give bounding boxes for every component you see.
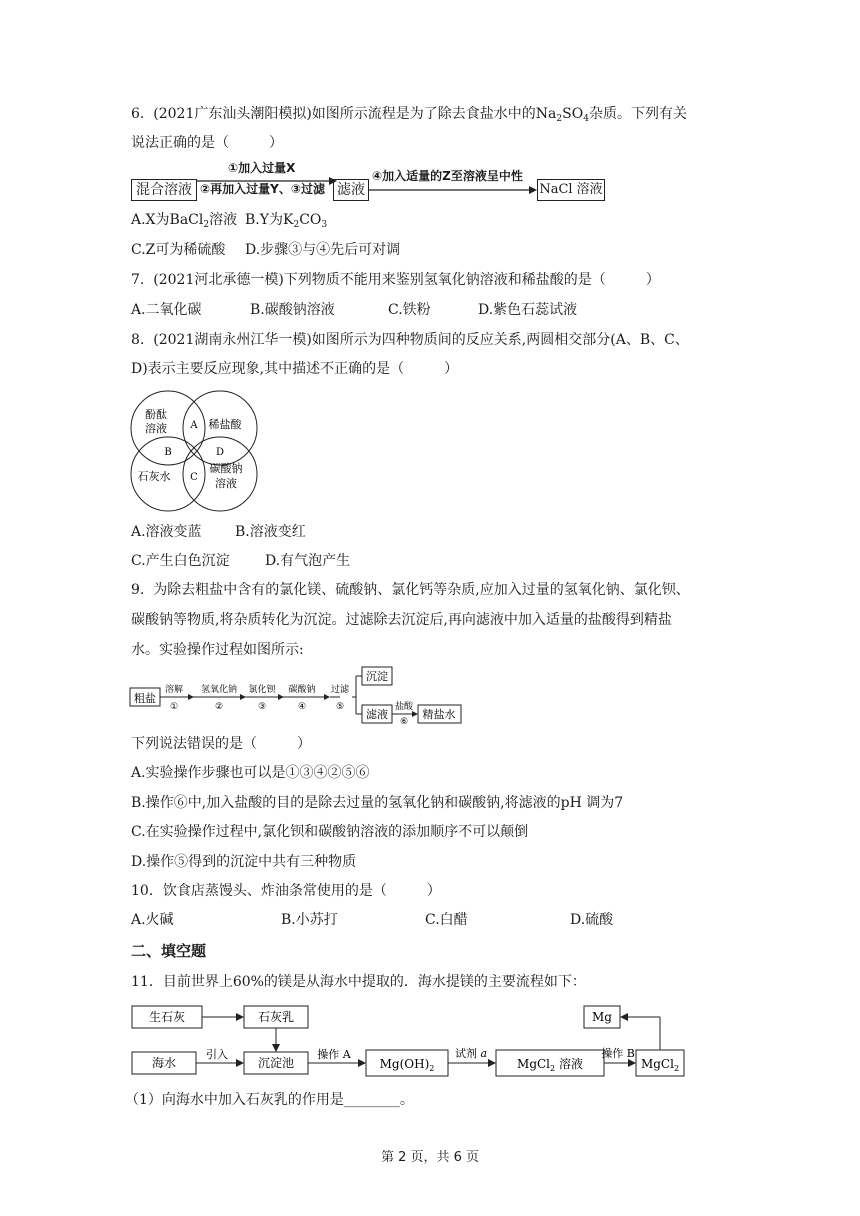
venn-label-dilute-hcl: 稀盐酸 bbox=[208, 418, 242, 431]
flow-box-crude-salt: 粗盐 bbox=[134, 692, 156, 705]
q6-stem-line1: 6. (2021广东汕头潮阳模拟)如图所示流程是为了除去食盐水中的$Na_2SO_4$杂质。下列有关 bbox=[131, 106, 687, 124]
flow-box-refined-brine: 精盐水 bbox=[422, 708, 456, 721]
flow-step-hcl: 盐酸 bbox=[394, 702, 414, 712]
q6-option-a: A.X为BaCl$_2$溶液 bbox=[131, 212, 238, 230]
q9-ask: 下列说法错误的是（ ） bbox=[131, 736, 312, 752]
flow-step-add-y-filter: ②再加入过量Y、③过滤 bbox=[200, 182, 326, 196]
flow-arrow-2 bbox=[369, 185, 537, 195]
q9-stem-line3: 水。实验操作过程如图所示: bbox=[131, 642, 304, 658]
flow-step-na2co3: 碳酸钠 bbox=[288, 685, 316, 695]
flow-box-mg: Mg bbox=[592, 1010, 612, 1024]
venn-label-sodium-carbonate-2: 溶液 bbox=[215, 477, 237, 490]
venn-region-b: B bbox=[164, 447, 172, 458]
flow-arrow-1 bbox=[197, 176, 337, 186]
q9-option-d: D.操作⑤得到的沉淀中共有三种物质 bbox=[131, 854, 357, 870]
flow-box-milk-of-lime: 石灰乳 bbox=[257, 1010, 295, 1024]
q6-option-d: D.步骤③与④先后可对调 bbox=[245, 242, 401, 258]
flow-step-num-5: ⑤ bbox=[335, 702, 345, 712]
q10-option-a: A.火碱 bbox=[131, 912, 174, 928]
flow-step-num-4: ④ bbox=[297, 702, 307, 712]
flow-step-naoh: 氢氧化钠 bbox=[200, 685, 238, 695]
q11-flow-diagram bbox=[128, 1000, 688, 1082]
q9-option-c: C.在实验操作过程中,氯化钡和碳酸钠溶液的添加顺序不可以颠倒 bbox=[131, 824, 529, 840]
flow-label-operation-b: 操作 B bbox=[601, 1047, 635, 1060]
q8-option-b: B.溶液变红 bbox=[235, 524, 306, 540]
venn-label-sodium-carbonate-1: 碳酸钠 bbox=[209, 462, 243, 475]
venn-label-limewater: 石灰水 bbox=[137, 470, 171, 483]
q8-option-d: D.有气泡产生 bbox=[265, 553, 351, 569]
q6-option-b: B.Y为$K_2CO_3$ bbox=[245, 212, 328, 230]
flow-box-mgcl2-solution: MgCl$_2$ 溶液 bbox=[517, 1057, 583, 1073]
flow-label-introduce: 引入 bbox=[206, 1048, 228, 1061]
q8-option-a: A.溶液变蓝 bbox=[131, 524, 202, 540]
flow-step-num-6: ⑥ bbox=[399, 717, 409, 726]
q11-stem: 11．目前世界上60%的镁是从海水中提取的．海水提镁的主要流程如下： bbox=[131, 974, 586, 990]
venn-region-a: A bbox=[190, 420, 198, 431]
q10-option-c: C.白醋 bbox=[425, 912, 468, 928]
venn-label-phenolphthalein-2: 溶液 bbox=[145, 422, 167, 435]
venn-region-c: C bbox=[190, 472, 198, 483]
flow-box-mixed-solution: 混合溶液 bbox=[131, 179, 197, 201]
q9-option-a: A.实验操作步骤也可以是①③④②⑤⑥ bbox=[131, 765, 370, 781]
flow-box-mgcl2: MgCl$_2$ bbox=[640, 1057, 680, 1073]
q10-option-b: B.小苏打 bbox=[281, 912, 338, 928]
flow-step-num-3: ③ bbox=[257, 702, 267, 712]
flow-step-filter: 过滤 bbox=[330, 685, 350, 695]
q8-venn-diagram bbox=[128, 388, 260, 514]
section-heading-fill-in: 二、填空题 bbox=[131, 942, 207, 960]
q9-option-b: B.操作⑥中,加入盐酸的目的是除去过量的氢氧化钠和碳酸钠,将滤液的pH 调为7 bbox=[131, 795, 624, 811]
flow-box-seawater: 海水 bbox=[151, 1056, 177, 1070]
q7-stem: 7. (2021河北承德一模)下列物质不能用来鉴别氢氧化钠溶液和稀盐酸的是（ ） bbox=[131, 272, 660, 288]
flow-step-num-2: ② bbox=[214, 702, 224, 712]
flow-step-num-1: ① bbox=[169, 702, 179, 712]
q7-option-a: A.二氧化碳 bbox=[131, 302, 202, 318]
q9-stem-line2: 碳酸钠等物质,将杂质转化为沉淀。过滤除去沉淀后,再向滤液中加入适量的盐酸得到精盐 bbox=[131, 612, 672, 628]
q8-option-c: C.产生白色沉淀 bbox=[131, 553, 230, 569]
q8-stem-line1: 8. (2021湖南永州江华一模)如图所示为四种物质间的反应关系,两圆相交部分(A、B、C、 bbox=[131, 332, 689, 348]
q9-flow-diagram bbox=[128, 664, 473, 726]
venn-label-phenolphthalein-1: 酚酞 bbox=[145, 408, 167, 421]
flow-box-nacl-solution: NaCl 溶液 bbox=[537, 179, 605, 201]
flow-label-reagent-a: 试剂 a bbox=[454, 1047, 488, 1060]
flow-box-mg-oh-2: $Mg(OH)_2$ bbox=[379, 1057, 435, 1073]
q9-stem-line1: 9. 为除去粗盐中含有的氯化镁、硫酸钠、氯化钙等杂质,应加入过量的氢氧化钠、氯化钡、 bbox=[131, 582, 690, 598]
flow-step-bacl2: 氯化钡 bbox=[248, 685, 276, 695]
q8-stem-line2: D)表示主要反应现象,其中描述不正确的是（ ） bbox=[131, 361, 459, 377]
q7-option-c: C.铁粉 bbox=[388, 302, 431, 318]
flow-box-filtrate: 滤液 bbox=[333, 179, 369, 201]
flow-step-add-x: ①加入过量X bbox=[228, 161, 296, 175]
flow-box-settling-tank: 沉淀池 bbox=[257, 1056, 295, 1070]
q6-option-c: C.Z可为稀硫酸 bbox=[131, 242, 226, 258]
page-footer: 第 2 页，共 6 页 bbox=[380, 1150, 480, 1165]
q10-stem: 10．饮食店蒸馒头、炸油条常使用的是（ ） bbox=[131, 883, 441, 899]
venn-region-d: D bbox=[215, 447, 225, 458]
q6-stem-line2: 说法正确的是（ ） bbox=[131, 135, 284, 151]
flow-box-filtrate: 滤液 bbox=[366, 708, 388, 721]
flow-step-dissolve: 溶解 bbox=[164, 685, 184, 695]
flow-step-add-z: ④加入适量的Z至溶液呈中性 bbox=[372, 169, 523, 183]
q11-subquestion-1: （1）向海水中加入石灰乳的作用是________。 bbox=[125, 1092, 414, 1108]
q10-option-d: D.硫酸 bbox=[570, 912, 614, 928]
flow-box-precipitate: 沉淀 bbox=[366, 670, 388, 683]
flow-box-quicklime: 生石灰 bbox=[148, 1010, 186, 1024]
flow-label-operation-a: 操作 A bbox=[317, 1048, 351, 1061]
q7-option-b: B.碳酸钠溶液 bbox=[250, 302, 335, 318]
q7-option-d: D.紫色石蕊试液 bbox=[478, 302, 578, 318]
